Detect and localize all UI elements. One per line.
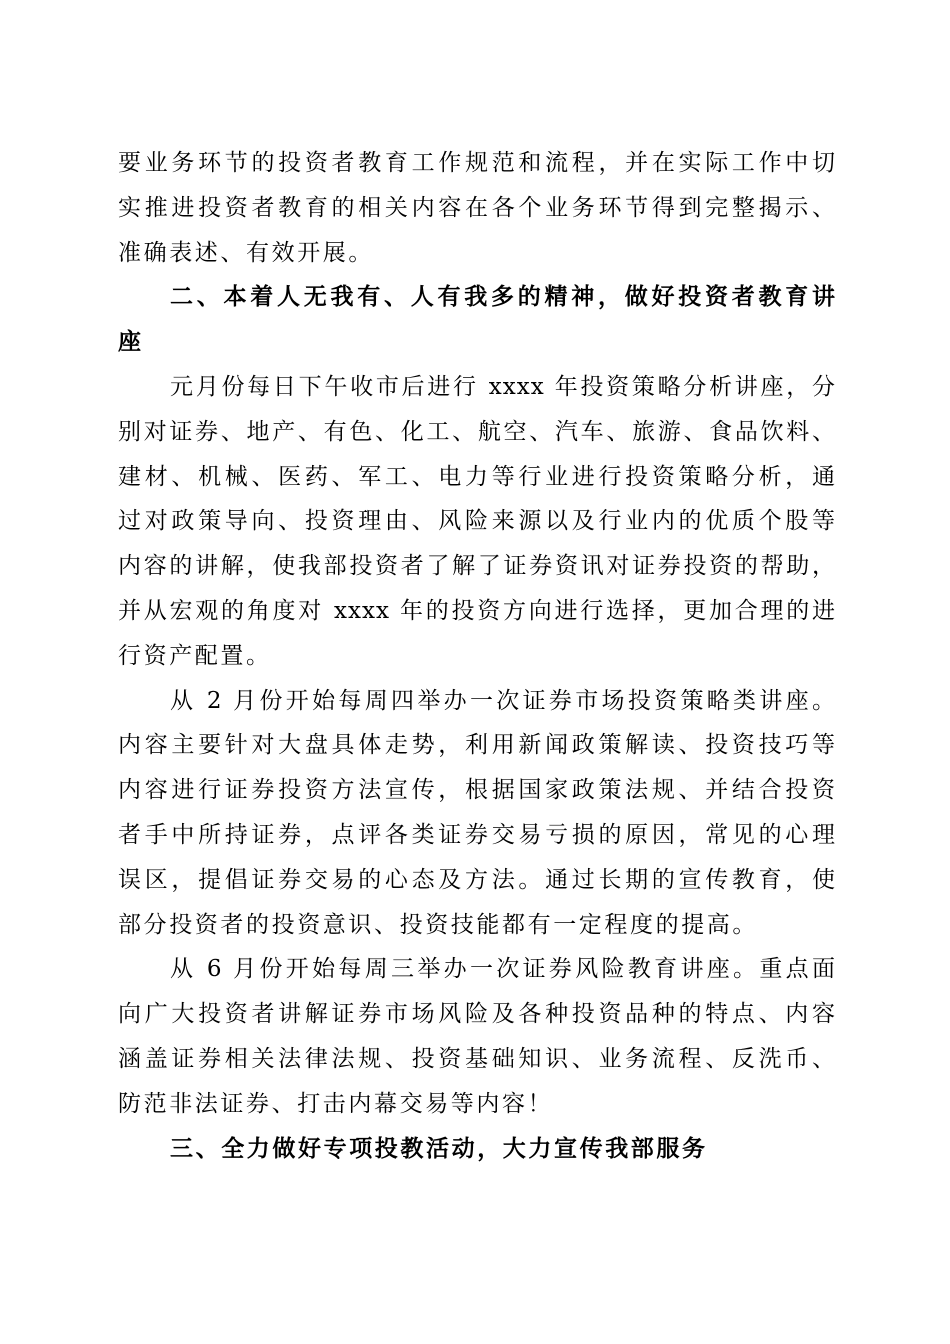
section-heading	[118, 275, 836, 365]
body-paragraph	[118, 141, 836, 275]
body-paragraph	[118, 947, 836, 1126]
text-line: 并从宏观的角度对 xxxx 年的投资方向进行选择，更加合理的进	[118, 597, 836, 624]
text-line: 者手中所持证券，点评各类证券交易亏损的原因，常见的心理	[118, 821, 836, 848]
text-line: 行资产配置。	[118, 642, 272, 669]
text-line: 别对证券、地产、有色、化工、航空、汽车、旅游、食品饮料、	[118, 418, 836, 445]
text-line: 部分投资者的投资意识、投资技能都有一定程度的提高。	[118, 911, 758, 938]
text-line: 内容主要针对大盘具体走势，利用新闻政策解读、投资技巧等	[118, 732, 836, 759]
text-line: 防范非法证券、打击内幕交易等内容！	[118, 1090, 554, 1117]
text-line: 元月份每日下午收市后进行 xxxx 年投资策略分析讲座，分	[170, 373, 836, 400]
text-line: 实推进投资者教育的相关内容在各个业务环节得到完整揭示、	[118, 194, 836, 221]
text-line: 向广大投资者讲解证券市场风险及各种投资品种的特点、内容	[118, 1001, 836, 1028]
text-line: 误区，提倡证券交易的心态及方法。通过长期的宣传教育，使	[118, 866, 836, 893]
text-line: 涵盖证券相关法律法规、投资基础知识、业务流程、反洗币、	[118, 1045, 836, 1072]
section-heading	[118, 1127, 836, 1172]
text-line: 过对政策导向、投资理由、风险来源以及行业内的优质个股等	[118, 508, 836, 535]
text-line: 内容的讲解，使我部投资者了解了证券资讯对证券投资的帮助，	[118, 553, 836, 580]
text-line: 内容进行证券投资方法宣传，根据国家政策法规、并结合投资	[118, 777, 836, 804]
text-line: 建材、机械、医药、军工、电力等行业进行投资策略分析，通	[118, 463, 836, 490]
body-paragraph	[118, 365, 836, 679]
text-line: 从 2 月份开始每周四举办一次证券市场投资策略类讲座。	[170, 687, 836, 714]
text-line: 从 6 月份开始每周三举办一次证券风险教育讲座。重点面	[170, 956, 836, 983]
text-line: 要业务环节的投资者教育工作规范和流程，并在实际工作中切	[118, 150, 836, 176]
text-line: 三、全力做好专项投教活动，大力宣传我部服务	[170, 1135, 708, 1162]
document-page	[118, 141, 836, 1171]
body-paragraph	[118, 679, 836, 948]
text-line: 座	[118, 329, 144, 356]
text-line: 准确表述、有效开展。	[118, 239, 374, 266]
text-line: 二、本着人无我有、人有我多的精神，做好投资者教育讲	[170, 284, 836, 311]
